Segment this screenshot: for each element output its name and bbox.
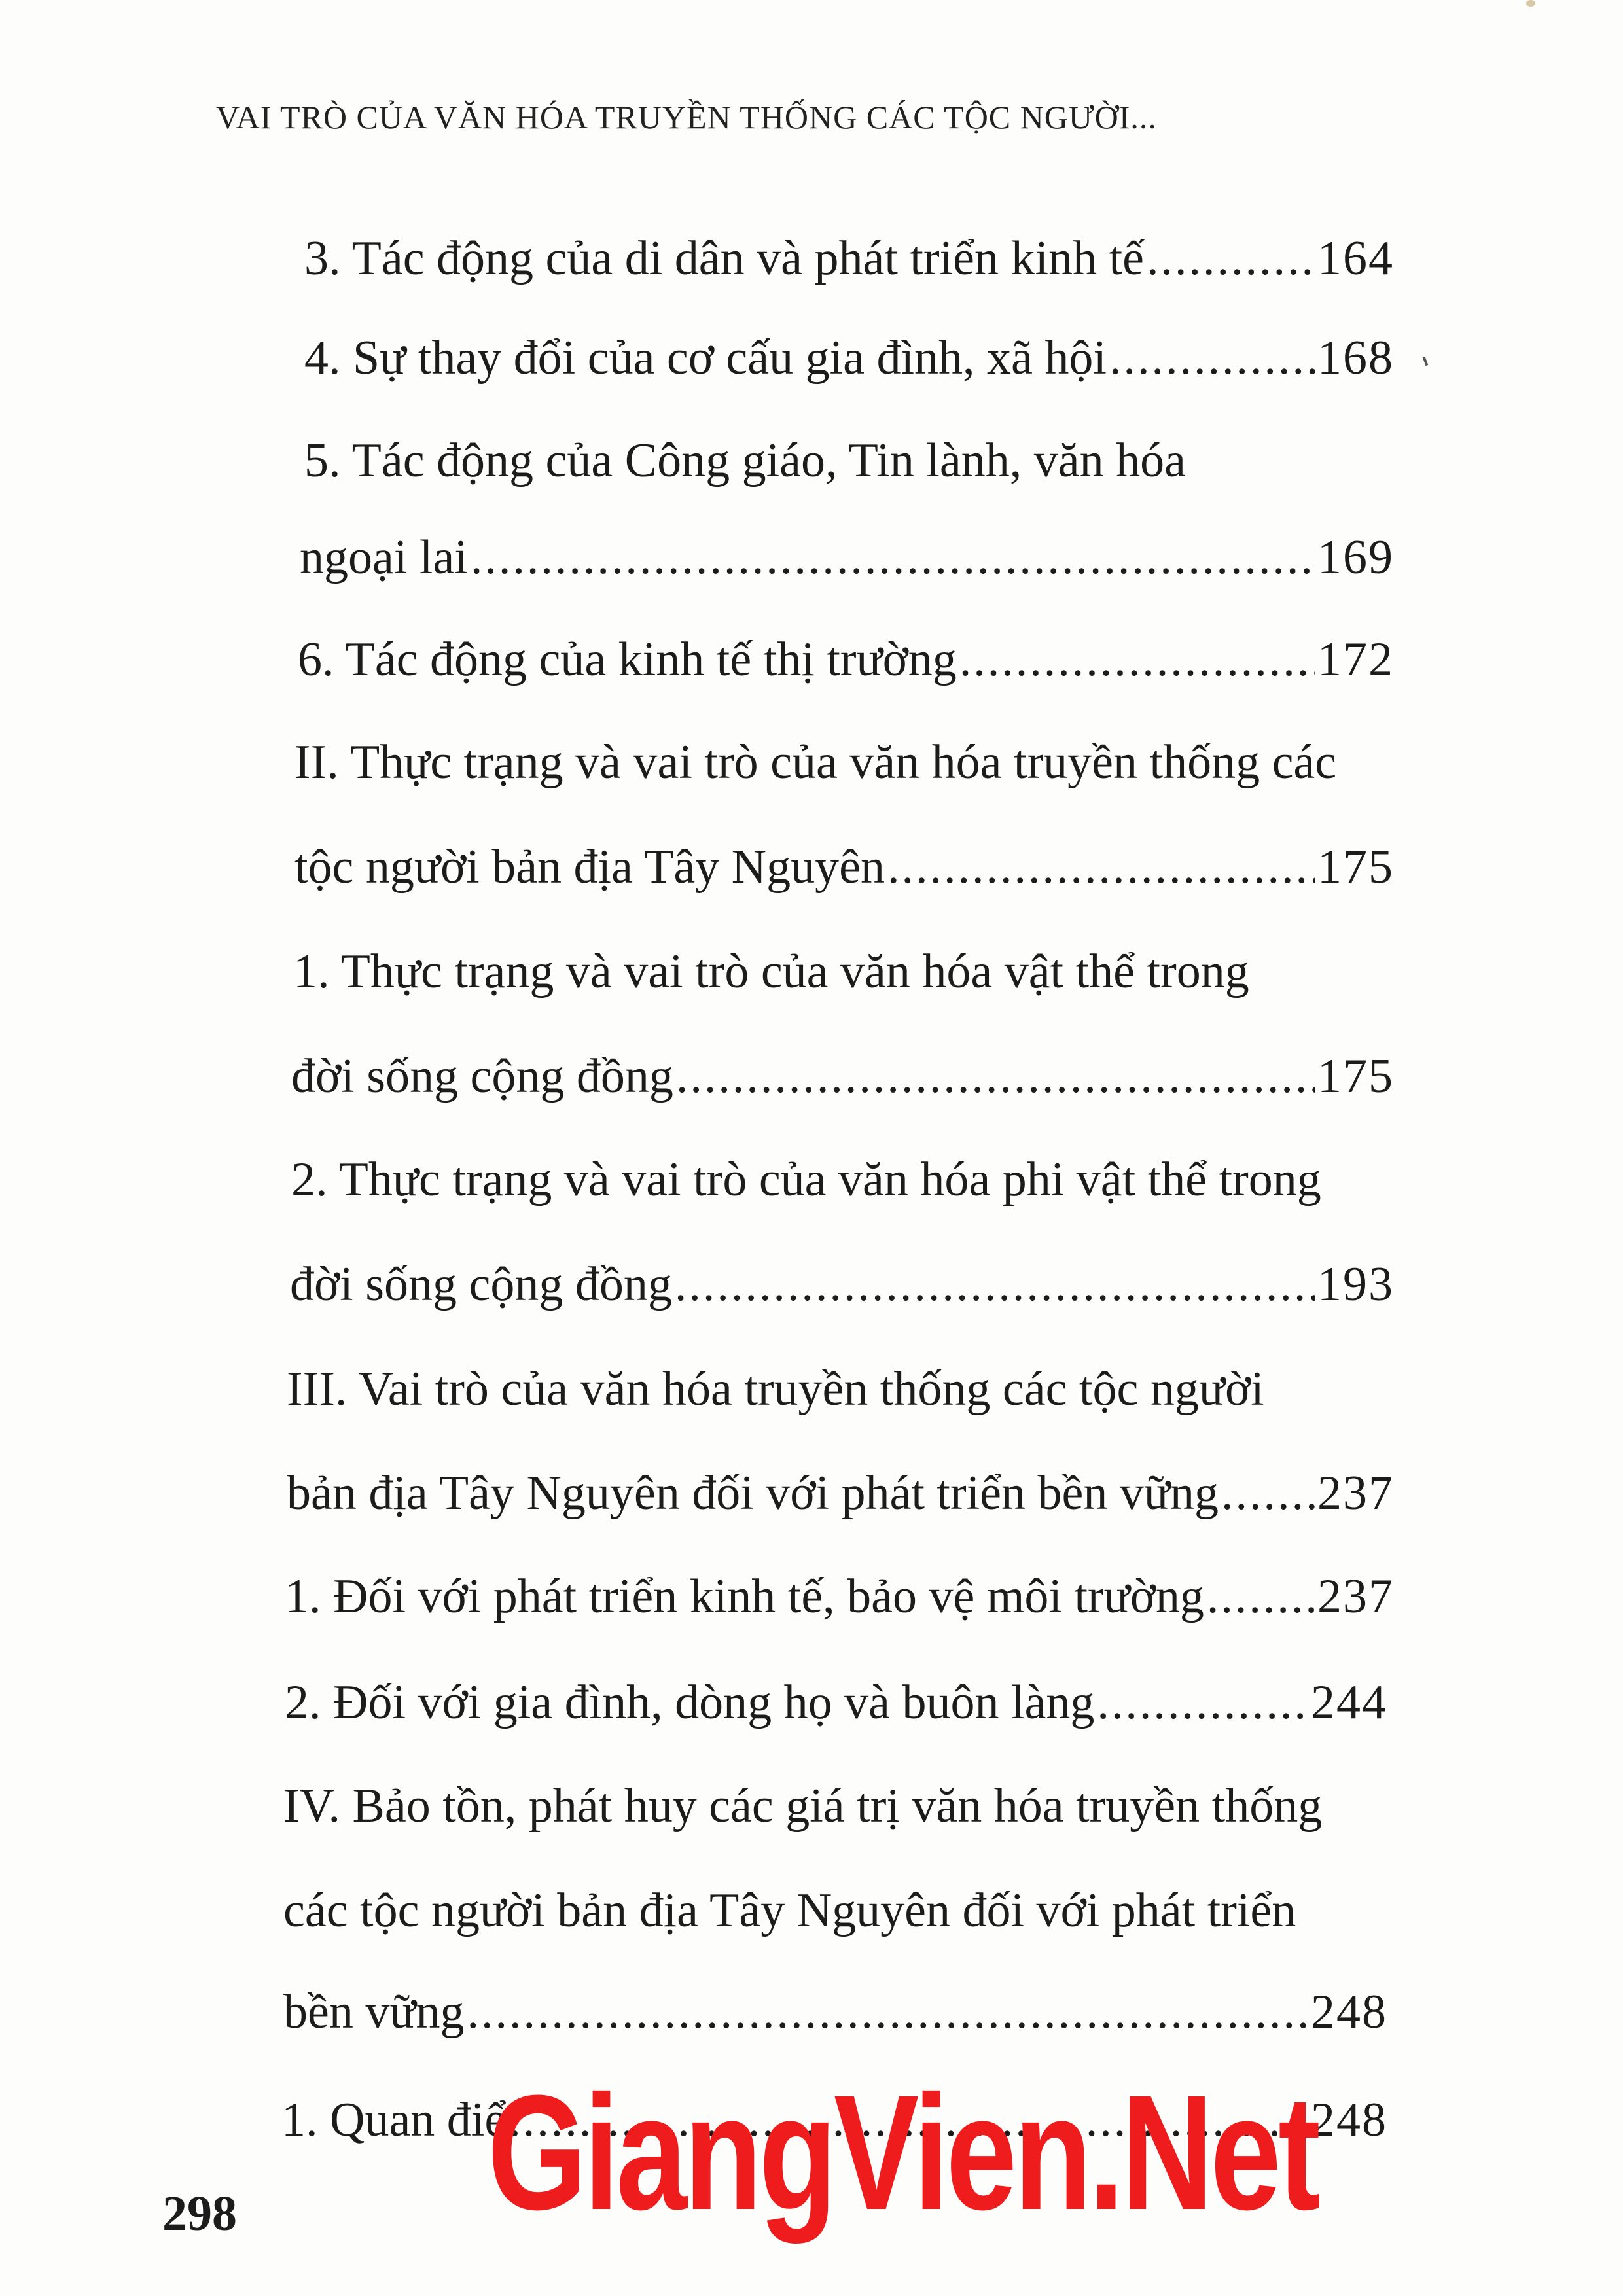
toc-entry-3-line2[interactable] (300, 525, 1394, 590)
toc-entry-text: 1. Quan điể (281, 2093, 507, 2147)
toc-entry-6-line2[interactable] (291, 1044, 1394, 1109)
leader-dots (1147, 226, 1315, 291)
toc-entry-text: các tộc người bản địa Tây Nguyên đối với phát triển (283, 1884, 1296, 1937)
toc-page-number: 248 (1311, 1985, 1387, 2039)
toc-entry-4[interactable] (298, 627, 1394, 692)
toc-entry-9[interactable] (285, 1564, 1394, 1629)
leader-dots (1221, 1460, 1315, 1526)
toc-entry-text: 3. Tác động của di dân và phát triển kinh tế (304, 232, 1144, 285)
toc-entry-11-line2[interactable] (283, 1878, 1394, 1943)
leader-dots (1207, 1564, 1315, 1629)
toc-entry-5-line1[interactable] (294, 730, 1394, 795)
leader-dots (675, 1252, 1315, 1317)
toc-entry-text: ngoại lai (300, 531, 468, 584)
toc-page-number: 168 (1317, 331, 1394, 385)
toc-page-number: 248 (1311, 2093, 1387, 2147)
toc-entry-7-line2[interactable] (290, 1252, 1394, 1317)
toc-entry-text: III. Vai trò của văn hóa truyền thống các tộc người (287, 1362, 1264, 1416)
toc-entry-10[interactable] (285, 1670, 1387, 1735)
toc-entry-3-line1[interactable] (304, 428, 1394, 493)
toc-entry-5-line2[interactable] (294, 834, 1394, 900)
toc-entry-text: 6. Tác động của kinh tế thị trường (298, 633, 957, 686)
toc-entry-text: IV. Bảo tồn, phát huy các giá trị văn hóa truyền thống (283, 1779, 1323, 1833)
toc-entry-text: II. Thực trạng và vai trò của văn hóa truyền thống các (294, 735, 1337, 789)
leader-dots (1097, 1670, 1308, 1735)
toc-page-number: 175 (1317, 840, 1394, 894)
leader-dots (467, 1979, 1308, 2045)
page-number: 298 (162, 2186, 237, 2241)
toc-page-number: 164 (1317, 232, 1394, 285)
toc-page-number: 237 (1317, 1570, 1394, 1623)
toc-entry-text: 5. Tác động của Công giáo, Tin lành, văn hóa (304, 434, 1186, 487)
toc-entry-text: 1. Thực trạng và vai trò của văn hóa vật thể trong (293, 945, 1249, 998)
toc-entry-11-line3[interactable] (283, 1979, 1387, 2045)
toc-entry-text: 2. Đối với gia đình, dòng họ và buôn làng (285, 1676, 1095, 1729)
toc-entry-2[interactable] (304, 325, 1394, 391)
running-header: VAI TRÒ CỦA VĂN HÓA TRUYỀN THỐNG CÁC TỘC NGƯỜI... (216, 99, 1157, 135)
toc-entry-text: đời sống cộng đồng (291, 1050, 673, 1103)
toc-entry-text: bản địa Tây Nguyên đối với phát triển bền vững (287, 1466, 1219, 1520)
leader-dots (471, 525, 1315, 590)
toc-page-number: 169 (1317, 531, 1394, 584)
toc-entry-7-line1[interactable] (291, 1147, 1394, 1212)
toc-entry-1[interactable] (304, 226, 1394, 291)
leader-dots (887, 834, 1315, 900)
toc-entry-text: tộc người bản địa Tây Nguyên (294, 840, 885, 894)
watermark-logo: GiangVien.Net (488, 2061, 1318, 2244)
toc-entry-6-line1[interactable] (293, 939, 1394, 1004)
toc-page-number: 193 (1317, 1258, 1394, 1311)
toc-page-number: 244 (1311, 1676, 1387, 1729)
toc-entry-8-line1[interactable] (287, 1356, 1394, 1422)
toc-entry-8-line2[interactable] (287, 1460, 1394, 1526)
toc-page-number: 175 (1317, 1050, 1394, 1103)
leader-dots (676, 1044, 1315, 1109)
toc-entry-text: 1. Đối với phát triển kinh tế, bảo vệ môi trường (285, 1570, 1204, 1623)
toc-entry-text: bền vững (283, 1985, 465, 2039)
leader-dots (959, 627, 1315, 692)
toc-entry-text: 4. Sự thay đổi của cơ cấu gia đình, xã hội (304, 331, 1107, 385)
toc-entry-text: đời sống cộng đồng (290, 1258, 672, 1311)
leader-dots (1109, 325, 1315, 391)
toc-entry-text: 2. Thực trạng và vai trò của văn hóa phi vật thể trong (291, 1153, 1321, 1207)
toc-page-number: 172 (1317, 633, 1394, 686)
toc-entry-11-line1[interactable] (283, 1773, 1394, 1839)
toc-page-number: 237 (1317, 1466, 1394, 1520)
